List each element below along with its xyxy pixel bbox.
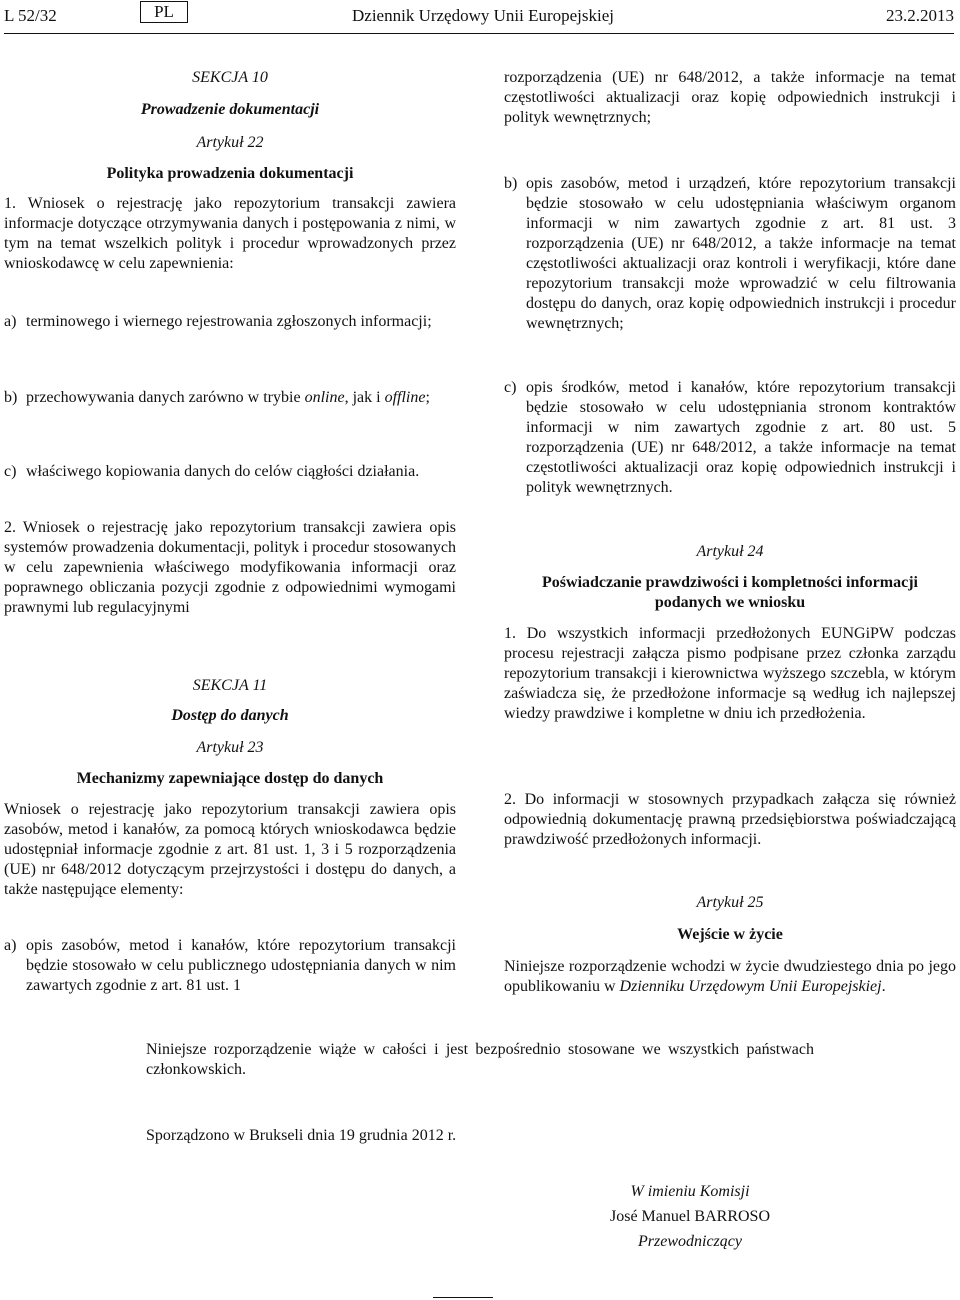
language-box: PL — [140, 1, 188, 23]
list-text-b-mid: , jak i — [344, 389, 385, 406]
article-22-paragraph-1: 1. Wniosek o rejestrację jako repozytorium transakcji zawiera informacje dotyczące otrzymywania danych i postępowania z nimi, w tym na temat wszelkich polityk i procedur wprowadzonych przez wnioskodawcę w celu zapewnienia: — [4, 195, 456, 272]
article-25-title: Wejście w życie — [677, 926, 783, 943]
list-item-23a — [4, 936, 456, 996]
article-23-heading: Artykuł 23 — [196, 739, 264, 756]
article-24-paragraph-2: 2. Do informacji w stosownych przypadkach załącza się również odpowiednią dokumentację prawną przedsiębiorstwa poświadczającą prawdziwość przedłożonych informacji. — [504, 791, 956, 848]
page-reference: L 52/32 — [4, 6, 57, 25]
list-label-23a: a) — [4, 937, 17, 954]
article-22-heading: Artykuł 22 — [196, 134, 264, 151]
signature-role: Przewodniczący — [638, 1233, 742, 1250]
article-22-paragraph-2: 2. Wniosek o rejestrację jako repozytorium transakcji zawiera opis systemów prowadzenia dokumentacji, polityk i procedur stosowanych w celu zapewnienia właściwego modyfikowania informacji oraz poprawnego obliczania pozycji zgodnie z odpowiednimi wymogami prawnymi lub regulacyjnymi — [4, 519, 456, 616]
list-item-b-right — [504, 174, 956, 334]
article-25-text-journal: Dzienniku Urzędowym Unii Europejskiej — [619, 978, 882, 995]
list-label-b: b) — [4, 389, 18, 406]
article-24-title: Poświadczanie prawdziwości i kompletności informacji podanych we wniosku — [542, 574, 918, 611]
done-at-statement: Sporządzono w Brukseli dnia 19 grudnia 2012 r. — [146, 1127, 457, 1144]
list-text-b-online: online — [304, 389, 345, 406]
list-item-c — [4, 462, 456, 482]
list-text-b-pre: przechowywania danych zarówno w trybie — [26, 389, 305, 406]
list-item-a — [4, 312, 456, 332]
article-23-paragraph: Wniosek o rejestrację jako repozytorium transakcji zawiera opis zasobów, metod i kanałów, za pomocą których wnioskodawca będzie udostępniał informacje zgodnie z art. 81 ust. 1, 3 i 5 rozporządzenia (UE) nr 648/2012 dotyczącym przejrzystości i dostępu do danych, a także następujące elementy: — [4, 801, 456, 898]
list-item-c-right — [504, 378, 956, 498]
list-text-b-right: opis zasobów, metod i urządzeń, które repozytorium transakcji będzie stosowało w celu udostępniania właściwym organom informacji w nim zawartych zgodnie z art. 81 ust. 3 rozporządzenia (UE) nr 648/2012, a także informacje na temat częstotliwości aktualizacji oraz kontroli i weryfikacji, które dane repozytorium transakcji może wprowadzić w celu filtrowania dostępu do danych, oraz kopię odpowiednich instrukcji i procedur wewnętrznych; — [526, 175, 956, 332]
list-label-c-right: c) — [504, 379, 517, 396]
signature-on-behalf: W imieniu Komisji — [630, 1183, 750, 1200]
list-text-b-offline: offline — [384, 389, 426, 406]
section-11-heading: SEKCJA 11 — [192, 677, 268, 694]
binding-statement: Niniejsze rozporządzenie wiąże w całości i jest bezpośrednio stosowane we wszystkich państwach członkowskich. — [146, 1041, 814, 1078]
article-25-paragraph — [504, 957, 956, 997]
section-11-title: Dostęp do danych — [171, 707, 289, 724]
list-label-a: a) — [4, 313, 17, 330]
section-10-heading: SEKCJA 10 — [192, 69, 268, 86]
article-25-text-post: . — [881, 978, 886, 995]
left-column — [4, 0, 456, 1000]
article-22-title: Polityka prowadzenia dokumentacji — [106, 165, 354, 182]
list-text-c-right: opis środków, metod i kanałów, które repozytorium transakcji będzie stosowało w celu udostępniania stronom kontraktów informacji w nim zawartych zgodnie z art. 80 ust. 5 rozporządzenia (UE) nr 648/2012, a także informacje na temat częstotliwości aktualizacji oraz kopię odpowiednich instrukcji i polityk wewnętrznych. — [526, 379, 956, 496]
list-text-23a: opis zasobów, metod i kanałów, które repozytorium transakcji będzie stosowało w celu publicznego udostępniania danych w nim zawartych zgodnie z art. 81 ust. 1 — [26, 937, 456, 994]
list-item-b — [4, 388, 456, 408]
publication-date: 23.2.2013 — [886, 6, 954, 25]
section-10-title: Prowadzenie dokumentacji — [140, 101, 320, 118]
article-25-heading: Artykuł 25 — [696, 894, 764, 911]
article-24-heading: Artykuł 24 — [696, 543, 764, 560]
list-label-b-right: b) — [504, 175, 518, 192]
continuation-paragraph: rozporządzenia (UE) nr 648/2012, a także informacje na temat częstotliwości aktualizacji oraz kopię odpowiednich instrukcji i polityk wewnętrznych; — [504, 69, 956, 126]
list-text-b-post: ; — [425, 389, 430, 406]
signature-name: José Manuel BARROSO — [609, 1208, 770, 1225]
end-rule — [433, 1297, 493, 1298]
article-24-paragraph-1: 1. Do wszystkich informacji przedłożonych EUNGiPW podczas procesu rejestracji załącza pismo podpisane przez członka zarządu repozytorium transakcji i kierownictwa wyższego szczebla, w którym zaświadcza się, że przedłożone informacje są według ich najlepszej wiedzy prawdziwe i kompletne w dniu ich przedłożenia. — [504, 625, 956, 722]
list-text-c: właściwego kopiowania danych do celów ciągłości działania. — [26, 463, 420, 480]
list-label-c: c) — [4, 463, 17, 480]
right-column — [504, 0, 956, 1000]
article-25-text-pre: Niniejsze rozporządzenie wchodzi w życie dwudziestego dnia po jego opublikowaniu w — [504, 958, 956, 995]
article-23-title: Mechanizmy zapewniające dostęp do danych — [76, 770, 384, 787]
list-text-a: terminowego i wiernego rejestrowania zgłoszonych informacji; — [26, 313, 432, 330]
journal-title: Dziennik Urzędowy Unii Europejskiej — [352, 6, 615, 25]
